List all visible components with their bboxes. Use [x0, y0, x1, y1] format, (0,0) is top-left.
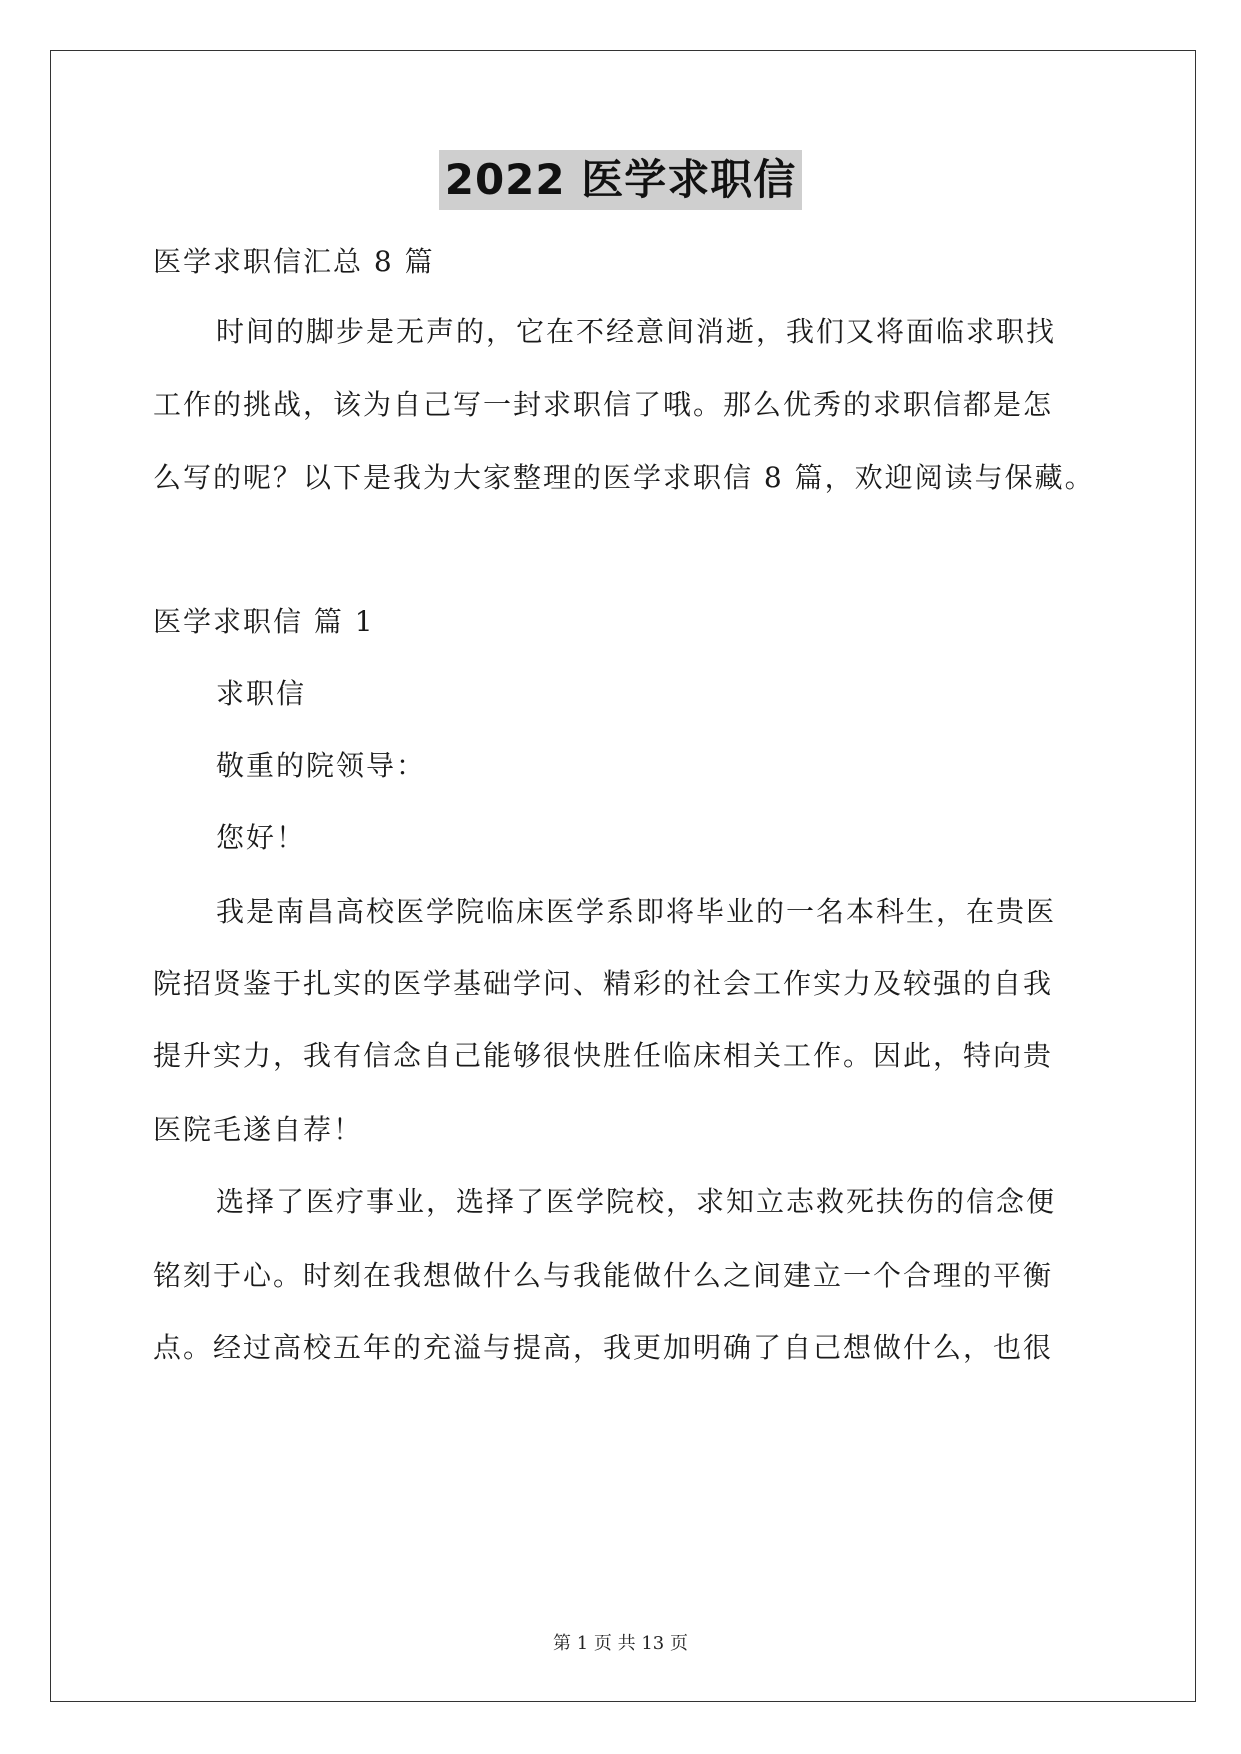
intro-line: 时间的脚步是无声的，它在不经意间消逝，我们又将面临求职找 — [216, 315, 1057, 348]
page-border — [50, 50, 1196, 1702]
paragraph-line: 医院毛遂自荐！ — [153, 1113, 364, 1146]
paragraph-line: 铭刻于心。时刻在我想做什么与我能做什么之间建立一个合理的平衡 — [153, 1259, 1054, 1292]
paragraph-line: 我是南昌高校医学院临床医学系即将毕业的一名本科生，在贵医 — [216, 895, 1057, 928]
document-subtitle: 医学求职信汇总 8 篇 — [153, 245, 435, 278]
section-heading: 医学求职信 篇 1 — [153, 605, 375, 638]
page-number: 第 1 页 共 13 页 — [553, 1633, 688, 1654]
letter-title: 求职信 — [216, 677, 307, 710]
title-container — [0, 150, 1241, 210]
greeting: 您好！ — [216, 821, 307, 854]
paragraph-line: 提升实力，我有信念自己能够很快胜任临床相关工作。因此，特向贵 — [153, 1039, 1054, 1072]
document-title: 2022 医学求职信 — [439, 150, 803, 210]
intro-line: 工作的挑战，该为自己写一封求职信了哦。那么优秀的求职信都是怎 — [153, 388, 1054, 421]
salutation: 敬重的院领导： — [216, 749, 427, 782]
intro-line: 么写的呢？以下是我为大家整理的医学求职信 8 篇，欢迎阅读与保藏。 — [153, 461, 1095, 494]
paragraph-line: 点。经过高校五年的充溢与提高，我更加明确了自己想做什么，也很 — [153, 1331, 1054, 1364]
paragraph-line: 选择了医疗事业，选择了医学院校，求知立志救死扶伤的信念便 — [216, 1185, 1057, 1218]
paragraph-line: 院招贤鉴于扎实的医学基础学问、精彩的社会工作实力及较强的自我 — [153, 967, 1054, 1000]
